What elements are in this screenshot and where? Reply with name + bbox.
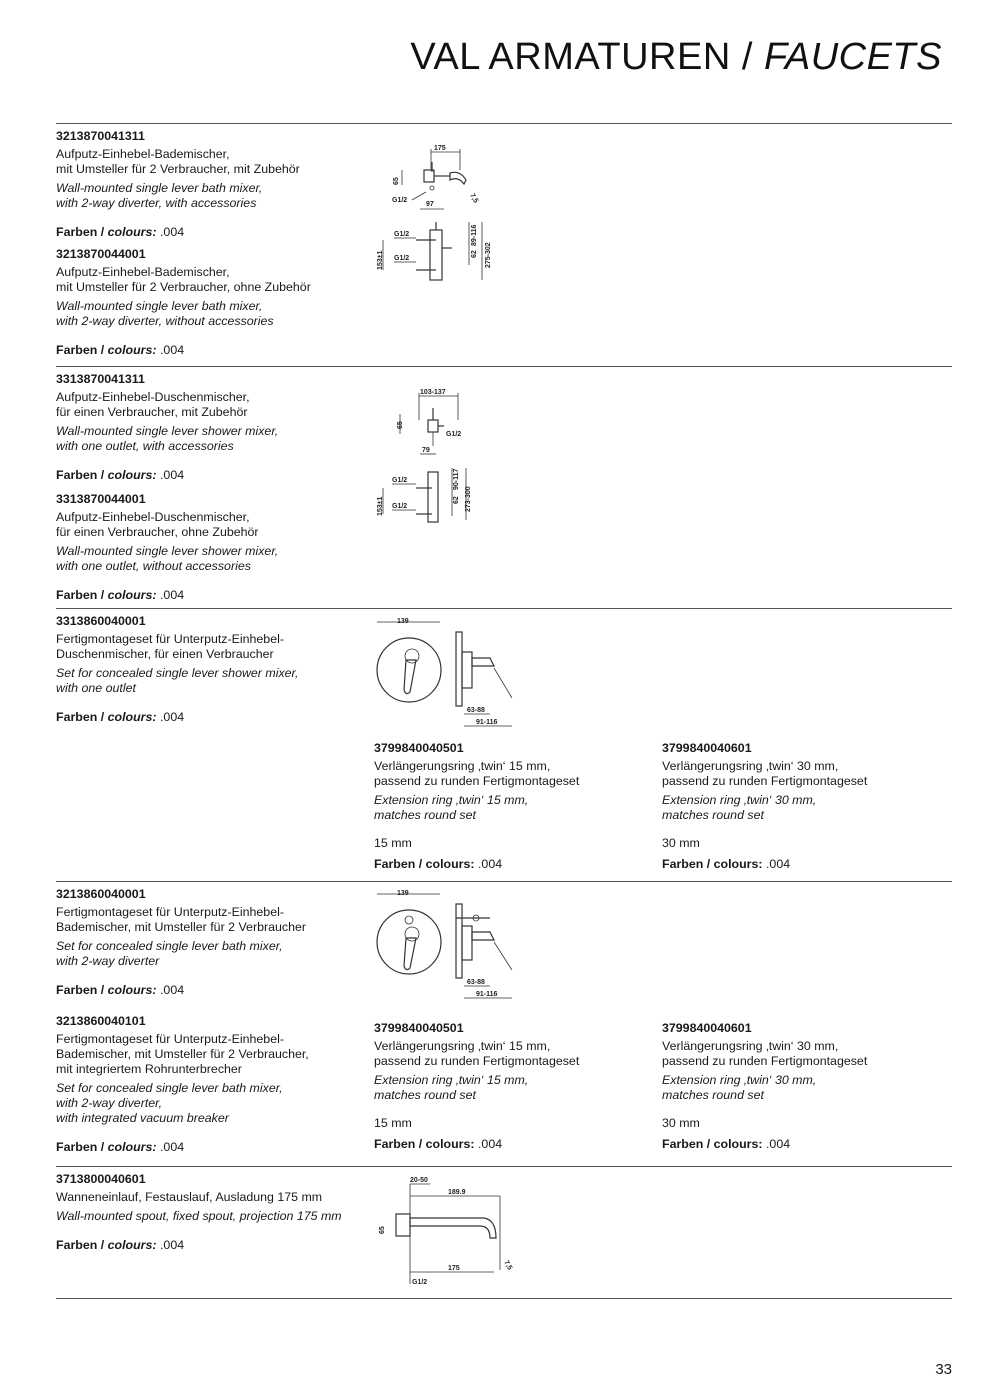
- concealed-shower-set-drawing: [372, 614, 522, 734]
- article-number: 3799840040601: [662, 1021, 752, 1035]
- ring-entry: [374, 1021, 634, 1152]
- bath-mixer-drawing: [372, 140, 502, 300]
- description-en: Wall-mounted single lever bath mixer, with 2-way diverter, with accessories: [56, 181, 263, 210]
- section-divider: [56, 881, 952, 882]
- section-divider: [56, 608, 952, 609]
- product-entry: [56, 1172, 376, 1253]
- svg-text:G1/2: G1/2: [392, 197, 408, 204]
- page-title: VAL ARMATUREN / FAUCETS: [410, 36, 942, 78]
- description-de: Wanneneinlauf, Festauslauf, Ausladung 175 mm: [56, 1190, 323, 1204]
- description-en: Wall-mounted single lever shower mixer, with one outlet, with accessories: [56, 424, 279, 453]
- product-entry: [56, 129, 356, 240]
- svg-text:91-116: 91-116: [476, 719, 498, 726]
- section-divider: [56, 366, 952, 367]
- svg-text:139: 139: [397, 890, 409, 897]
- svg-text:G1/2: G1/2: [446, 431, 462, 438]
- svg-text:79: 79: [422, 447, 430, 454]
- svg-text:275-302: 275-302: [485, 242, 492, 268]
- description-de: Fertigmontageset für Unterputz-Einhebel- Bademischer, mit Umsteller für 2 Verbraucher, mit integriertem Rohrunterbrecher: [56, 1032, 309, 1076]
- svg-text:65: 65: [379, 1226, 386, 1234]
- svg-text:G1/2: G1/2: [392, 503, 408, 510]
- shower-mixer-drawing: [372, 384, 502, 534]
- description-de: Verlängerungsring ‚twin‘ 15 mm, passend zu runden Fertigmontageset: [374, 759, 580, 788]
- article-number: 3799840040501: [374, 741, 464, 755]
- description-en: Extension ring ‚twin‘ 15 mm, matches round set: [374, 793, 529, 822]
- article-number: 3213870044001: [56, 247, 146, 261]
- colour-line: Farben / colours: .004: [374, 1137, 503, 1151]
- svg-text:62: 62: [471, 250, 478, 258]
- description-de: Verlängerungsring ‚twin‘ 30 mm, passend zu runden Fertigmontageset: [662, 759, 868, 788]
- svg-text:62: 62: [453, 496, 460, 504]
- svg-text:153±1: 153±1: [377, 250, 384, 270]
- ring-size: 15 mm: [374, 1116, 412, 1130]
- colour-line: Farben / colours: .004: [662, 857, 791, 871]
- product-entry: [56, 492, 356, 603]
- article-number: 3313860040001: [56, 614, 146, 628]
- svg-text:G1/2: G1/2: [394, 231, 410, 238]
- svg-text:90-117: 90-117: [453, 468, 460, 490]
- ring-entry: [374, 741, 634, 872]
- description-de: Fertigmontageset für Unterputz-Einhebel- Bademischer, mit Umsteller für 2 Verbraucher: [56, 905, 306, 934]
- article-number: 3213870041311: [56, 129, 145, 143]
- description-en: Wall-mounted single lever bath mixer, with 2-way diverter, without accessories: [56, 299, 274, 328]
- svg-text:97: 97: [426, 201, 434, 208]
- concealed-bath-set-drawing: [372, 886, 522, 1006]
- svg-text:153±1: 153±1: [377, 496, 384, 516]
- colour-line: Farben / colours: .004: [56, 710, 185, 724]
- svg-text:63-88: 63-88: [467, 707, 485, 714]
- svg-text:139: 139: [397, 618, 409, 625]
- colour-line: Farben / colours: .004: [56, 225, 185, 239]
- colour-line: Farben / colours: .004: [374, 857, 503, 871]
- svg-text:273-300: 273-300: [465, 486, 472, 512]
- description-de: Fertigmontageset für Unterputz-Einhebel- Duschenmischer, für einen Verbraucher: [56, 632, 284, 661]
- description-en: Extension ring ‚twin‘ 30 mm, matches round set: [662, 1073, 817, 1102]
- ring-entry: [662, 741, 922, 872]
- description-en: Wall-mounted single lever shower mixer, with one outlet, without accessories: [56, 544, 279, 573]
- svg-text:G1/2: G1/2: [392, 477, 408, 484]
- description-de: Aufputz-Einhebel-Bademischer, mit Umsteller für 2 Verbraucher, mit Zubehör: [56, 147, 300, 176]
- ring-size: 15 mm: [374, 836, 412, 850]
- article-number: 3799840040601: [662, 741, 752, 755]
- description-de: Verlängerungsring ‚twin‘ 15 mm, passend zu runden Fertigmontageset: [374, 1039, 580, 1068]
- description-de: Verlängerungsring ‚twin‘ 30 mm, passend zu runden Fertigmontageset: [662, 1039, 868, 1068]
- svg-text:91-116: 91-116: [476, 991, 498, 998]
- colour-line: Farben / colours: .004: [56, 468, 185, 482]
- colour-line: Farben / colours: .004: [56, 1140, 185, 1154]
- colour-line: Farben / colours: .004: [56, 1238, 185, 1252]
- description-en: Extension ring ‚twin‘ 15 mm, matches round set: [374, 1073, 529, 1102]
- svg-text:103-137: 103-137: [420, 389, 446, 396]
- description-en: Set for concealed single lever bath mixer, with 2-way diverter, with integrated vacuum breaker: [56, 1081, 283, 1125]
- svg-text:175: 175: [434, 145, 446, 152]
- svg-text:20-50: 20-50: [410, 1177, 428, 1184]
- product-entry: [56, 372, 356, 483]
- description-en: Wall-mounted spout, fixed spout, projection 175 mm: [56, 1209, 342, 1223]
- article-number: 3213860040001: [56, 887, 146, 901]
- description-de: Aufputz-Einhebel-Bademischer, mit Umsteller für 2 Verbraucher, ohne Zubehör: [56, 265, 311, 294]
- description-de: Aufputz-Einhebel-Duschenmischer, für einen Verbraucher, mit Zubehör: [56, 390, 250, 419]
- svg-text:175: 175: [448, 1265, 460, 1272]
- svg-text:7,5: 7,5: [468, 192, 480, 205]
- spout-drawing: [372, 1174, 532, 1292]
- article-number: 3213860040101: [56, 1014, 146, 1028]
- svg-text:65: 65: [397, 421, 404, 429]
- article-number: 3313870044001: [56, 492, 146, 506]
- section-divider: [56, 1166, 952, 1167]
- svg-text:G1/2: G1/2: [394, 255, 410, 262]
- article-number: 3713800040601: [56, 1172, 146, 1186]
- section-divider: [56, 123, 952, 124]
- section-divider: [56, 1298, 952, 1299]
- description-en: Set for concealed single lever bath mixer, with 2-way diverter: [56, 939, 283, 968]
- description-de: Aufputz-Einhebel-Duschenmischer, für einen Verbraucher, ohne Zubehör: [56, 510, 259, 539]
- description-en: Extension ring ‚twin‘ 30 mm, matches round set: [662, 793, 817, 822]
- description-en: Set for concealed single lever shower mixer, with one outlet: [56, 666, 299, 695]
- svg-text:65: 65: [393, 177, 400, 185]
- svg-text:63-88: 63-88: [467, 979, 485, 986]
- colour-line: Farben / colours: .004: [662, 1137, 791, 1151]
- ring-size: 30 mm: [662, 1116, 700, 1130]
- colour-line: Farben / colours: .004: [56, 343, 185, 357]
- svg-text:89-116: 89-116: [471, 224, 478, 246]
- ring-size: 30 mm: [662, 836, 700, 850]
- product-entry: [56, 247, 356, 358]
- article-number: 3799840040501: [374, 1021, 464, 1035]
- svg-text:G1/2: G1/2: [412, 1279, 428, 1286]
- colour-line: Farben / colours: .004: [56, 983, 185, 997]
- colour-line: Farben / colours: .004: [56, 588, 185, 602]
- page-number: 33: [935, 1361, 952, 1378]
- product-entry: [56, 887, 356, 998]
- ring-entry: [662, 1021, 922, 1152]
- svg-text:7,5: 7,5: [502, 1259, 514, 1272]
- article-number: 3313870041311: [56, 372, 145, 386]
- product-entry: [56, 1014, 356, 1155]
- product-entry: [56, 614, 356, 725]
- svg-text:189.9: 189.9: [448, 1189, 466, 1196]
